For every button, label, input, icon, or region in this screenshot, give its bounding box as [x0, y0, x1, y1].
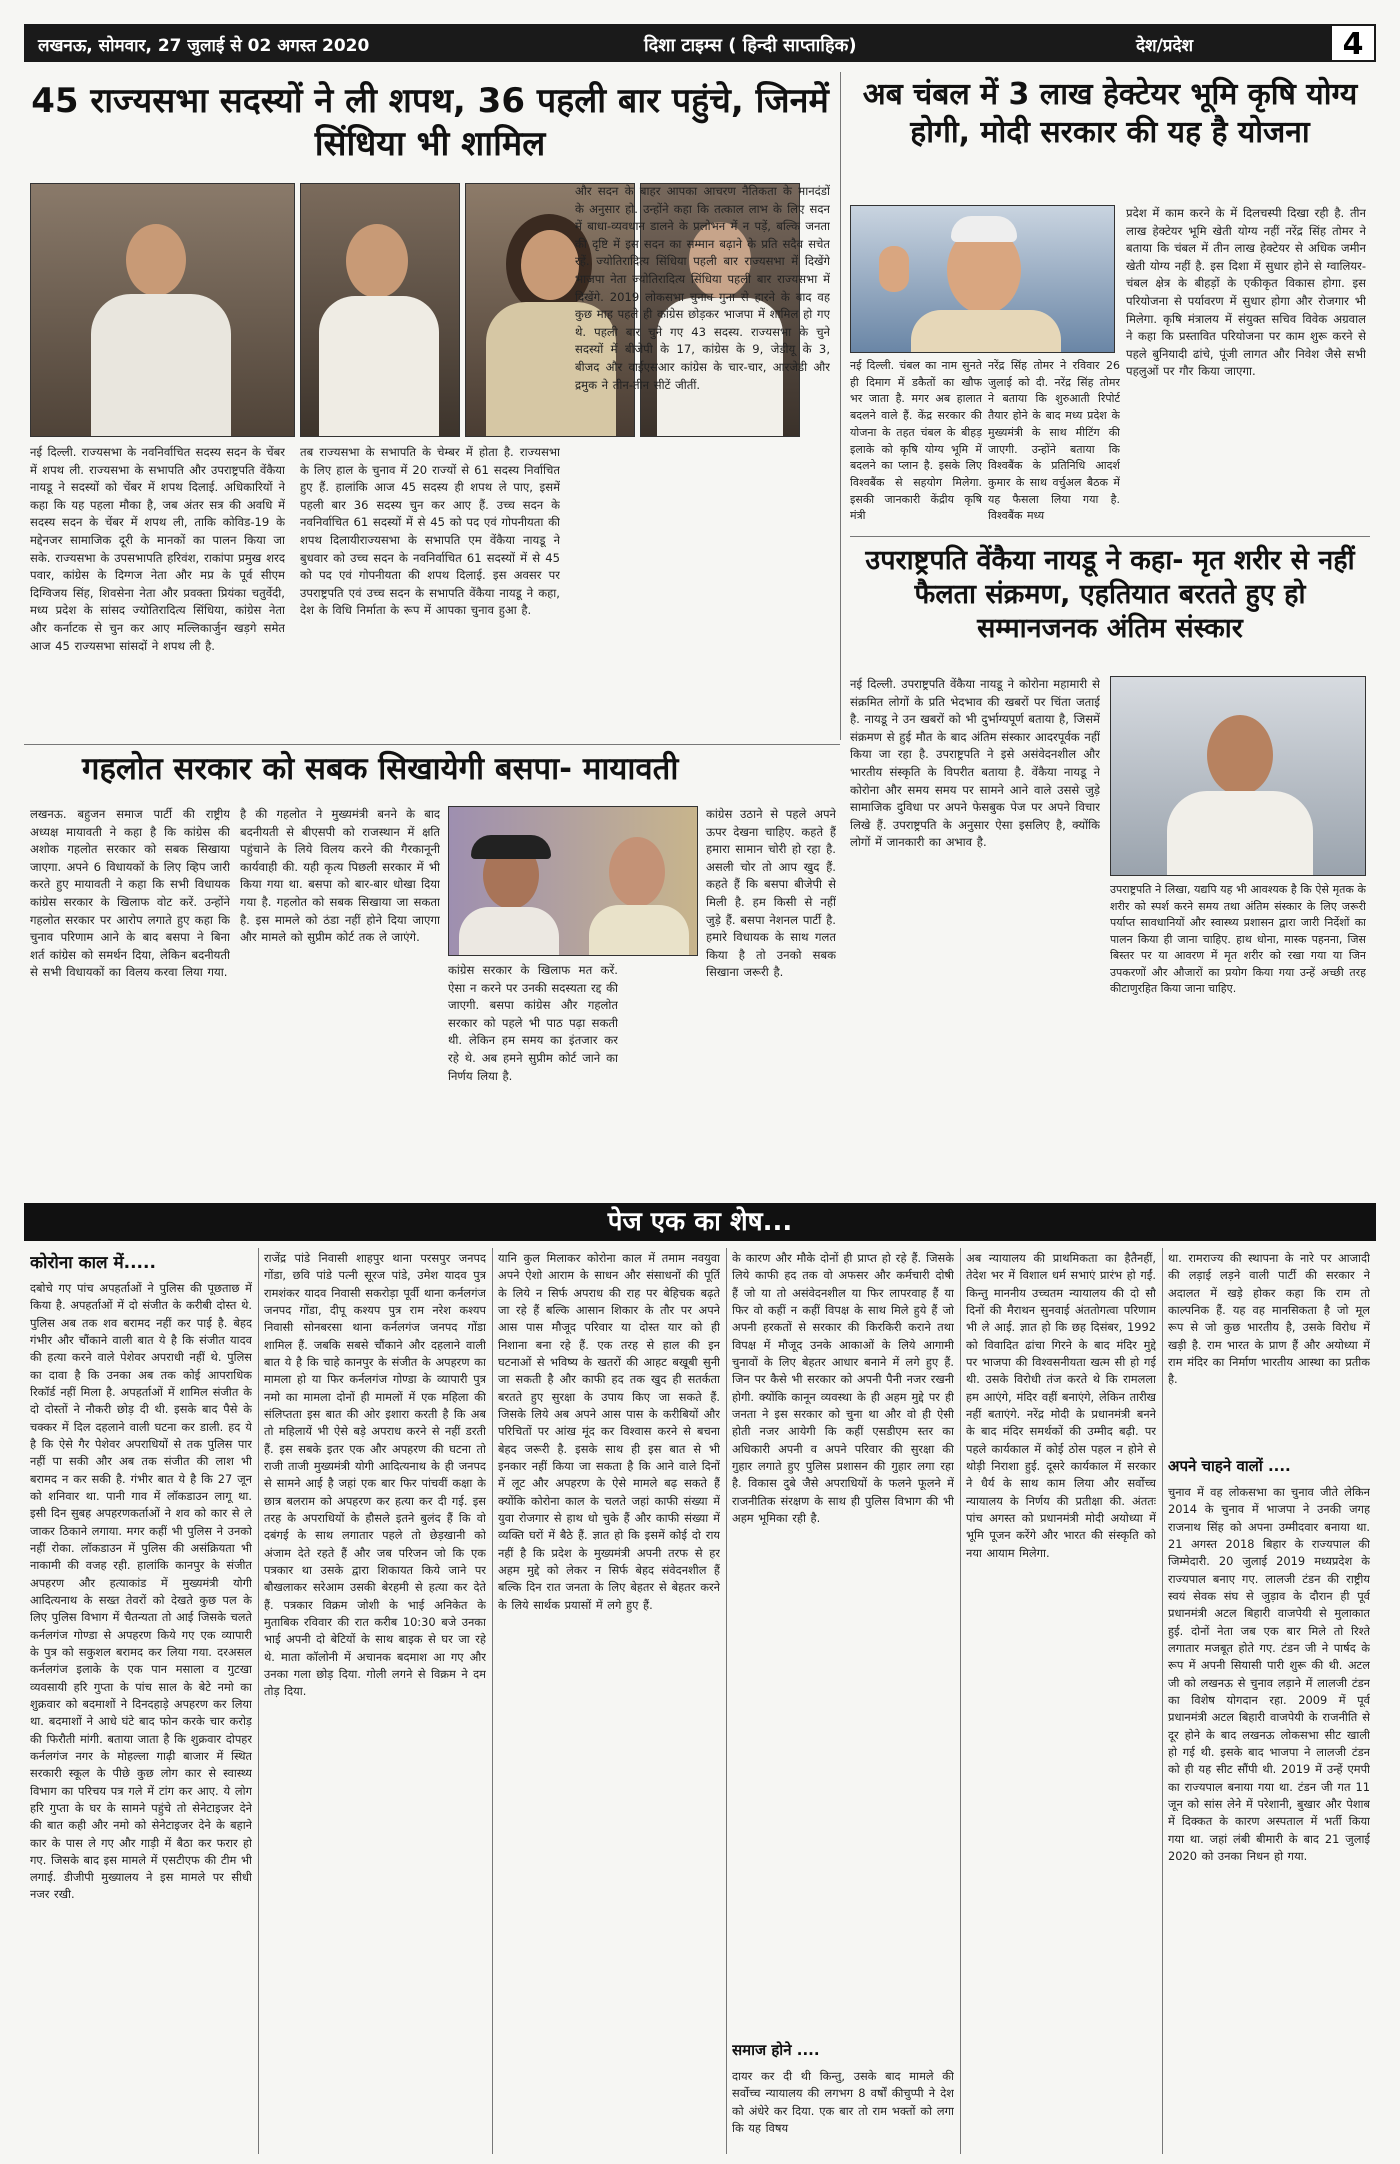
apne-subhead: अपने चाहने वालों .... — [1168, 1457, 1291, 1475]
chambal-headline: अब चंबल में 3 लाख हेक्टेयर भूमि कृषि योग्य होगी, मोदी सरकार की यह है योजना — [862, 77, 1358, 150]
samaj-col: दायर कर दी थी किन्तु, उसके बाद मामले की सर्वोच्च न्यायालय की लगभग 8 वर्षों कीचुप्पी ने देश को अंधेरे कर दिया. एक बार तो राम भक्तों को लगा कि यह विषय — [732, 2069, 954, 2135]
dateline: लखनऊ, सोमवार, 27 जुलाई से 02 अगस्त 2020 — [38, 36, 370, 56]
continued-col-3: यानि कुल मिलाकर कोरोना काल में तमाम नवयुवा अपने ऐशो आराम के साधन और संसाधनों की पूर्ति के लिये न सिर्फ अपराध की राह पर बेहिचक बढ़ते जा रहे हैं बल्कि आसान शिकार के तौर पर अपने आस पास मौजूद परिवार या दोस्त यार को ही निशाना बना रहे हैं. एक तरह से हाल की इन घटनाओं से भविष्य के खतरों की आहट बखूबी सुनी जा सकती है और काफी हद तक खुद ही सतर्कता बरतते हुए सुरक्षा के उपाय किए जा सकते हैं. जिसके लिये अब अपने आस पास के करीबियों और परिचितों पर आंख मूंद कर विश्वास करने से बचना बेहद जरूरी है. इसके साथ ही इस बात से भी इनकार नहीं किया जा सकता है कि आने वाले दिनों में लूट और अपहरण के ऐसे मामले बढ़ सकते हैं क्योंकि कोरोना काल के चलते जहां काफी संख्या में युवा रोजगार से हाथ धो चुके हैं और काफी संख्या में व्यक्ति घरों में बैठे हैं. ज्ञात हो कि इसमें कोई दो राय नहीं है कि प्रदेश के मुख्यमंत्री अपनी तरफ से हर अहम मुद्दे को लेकर न सिर्फ बेहद संवेदनशील हैं बल्कि दिन रात जनता के लिए बेहतर से बेहतर करने के लिये सार्थक प्रयासों में लगे हुए हैं. — [498, 1251, 720, 1612]
samaj-subhead: समाज होने .... — [732, 2041, 820, 2059]
naidu-headline: उपराष्ट्रपति वेंकैया नायडू ने कहा- मृत शरीर से नहीं फैलता संक्रमण, एहतियात बरतते हुए हो सम्मानजनक अंतिम संस्कार — [865, 545, 1355, 644]
apne-col: चुनाव में वह लोकसभा का चुनाव जीते लेकिन 2014 के चुनाव में भाजपा ने उनकी जगह राजनाथ सिंह को अपना उम्मीदवार बनाया था. 21 अगस्त 2018 बिहार के राज्यपाल की जिम्मेदारी. 20 जुलाई 2019 मध्यप्रदेश के राज्यपाल बनाए गए. लालजी टंडन की राष्ट्रीय स्वयं सेवक संघ से जुड़ाव के दौरान ही पूर्व प्रधानमंत्री अटल बिहारी वाजपेयी से मुलाकात हुई. दोनों नेता जब एक बार मिले तो रिश्ते लगातार मजबूत होते गए. टंडन जी ने पार्षद के रूप में अपनी सियासी पारी शुरू की थी. अटल जी को लखनऊ से चुनाव लड़ाने में लालजी टंडन का विशेष योगदान रहा. 2009 में पूर्व प्रधानमंत्री अटल बिहारी वाजपेयी के राजनीति से दूर होने के बाद लखनऊ लोकसभा सीट खाली हो गई थी. इसके बाद भाजपा ने लालजी टंडन को ही यह सीट सौंपी थी. 2019 में उन्हें एमपी का राज्यपाल बनाया गया था. टंडन जी गत 11 जून को सांस लेने में परेशानी, बुखार और पेशाब में दिक्कत के कारण अस्पताल में भर्ती किया गया था. जहां लंबी बीमारी के बाद 21 जुलाई 2020 को उनका निधन हो गया. — [1168, 1485, 1370, 1863]
continued-col-6: था. रामराज्य की स्थापना के नारे पर आजादी की लड़ाई लड़ने वाली पार्टी की सरकार ने अदालत में खड़े होकर कहा कि राम तो काल्पनिक हैं. यह वह मानसिकता है जो मूल रूप से जो कुछ भारतीय है, उसके विरोध में खड़ी है. राम भारत के प्राण हैं और अयोध्या में राम मंदिर का निर्माण भारतीय आस्था का प्रतीक है. — [1168, 1251, 1370, 1387]
column-rule — [840, 72, 841, 740]
chambal-col-2: नरेंद्र सिंह तोमर ने रविवार 26 जुलाई को दी. नरेंद्र सिंह तोमर ने बताया कि शुरुआती रिपोर्ट तैयार होने के बाद मध्य प्रदेश के मुख्यमंत्री के साथ मीटिंग की जाएगी. उन्होंने बताया कि विश्वबैंक के प्रतिनिधि आदर्श कुमार के साथ वर्चुअल बैठक में यह फैसला लिया गया है. विश्वबैंक मध्य — [988, 359, 1120, 523]
continued-col-4: के कारण और मौके दोनों ही प्राप्त हो रहे हैं. जिसके लिये काफी हद तक वो अफसर और कर्मचारी दोषी हैं जो या तो असंवेदनशील या फिर लापरवाह हैं या फिर वो कहीं न कहीं विपक्ष के साथ मिले हुये हैं जो अपनी हरकतों से सरकार की किरकिरी कराने तथा विपक्ष में मौजूद उनके आकाओं के लिये आगामी चुनावों के लिए बेहतर आधार बनाने में लगे हुए हैं. जिन पर कैसे भी सरकार को अपनी पैनी नजर रखनी होगी. क्योंकि कानून व्यवस्था के ही अहम मुद्दे पर ही जनता ने इस सरकार को चुना था और वो ही ऐसी होती नजर आयेगी कि कहीं एसडीएम स्तर का अधिकारी अपनी व अपने परिवार की सुरक्षा की गुहार लगाते हुए पुलिस प्रशासन की गुहार लगा रहा है. विकास दुबे जैसे अपराधियों के फलने फूलने में राजनीतिक संरक्षण के साथ ही पुलिस विभाग की भी अहम भूमिका रही है. — [732, 1251, 954, 1525]
mayawati-headline: गहलोत सरकार को सबक सिखायेगी बसपा- मायावती — [82, 751, 679, 787]
photo-naidu — [1110, 676, 1366, 876]
column-rule — [492, 1248, 493, 2154]
page-header — [24, 24, 1376, 62]
page-number: 4 — [1330, 24, 1376, 62]
corona-subhead: कोरोना काल में..... — [30, 1253, 156, 1273]
photo-digvijay — [300, 183, 460, 437]
masthead: दिशा टाइम्स ( हिन्दी साप्ताहिक) — [644, 35, 857, 56]
mayawati-col-4: कांग्रेस उठाने से पहले अपने ऊपर देखना चाहिए. कहते हैं हमारा सामान चोरी हो रहा है. असली चोर तो आप खुद हैं. कहते हैं कि बसपा बीजेपी से मिली है. हम किसी से नहीं जुड़े हैं. बसपा नेशनल पार्टी है. हमारे विधायक के साथ गलत किया है तो उनको सबक सिखाना जरूरी है. — [706, 807, 836, 980]
rajyasabha-col-3: और सदन के बाहर आपका आचरण नैतिकता के मानदंडों के अनुसार हो. उन्होंने कहा कि तत्काल लाभ के लिए सदन में बाधा-व्यवधान डालने के प्रलोभन में न पड़ें, बल्कि जनता की दृष्टि में इस सदन का सम्मान बढ़ाने के प्रति सदैव सचेत रहें. ज्योतिरादित्य सिंधिया पहली बार राज्यसभा में दिखेंगे भाजपा नेता ज्योतिरादित्य सिंधिया पहली बार राज्यसभा में दिखेंगे. 2019 लोकसभा चुनाव गुना से हारने के बाद वह कुछ माह पहले ही कांग्रेस छोड़कर भाजपा में शामिल हो गए थे. पहली बार चुने गए 43 सदस्य. राज्यसभा के चुने सदस्यों में बीजेपी के 17, कांग्रेस के 9, जेडीयू के 3, बीजद और वाईएसआर कांग्रेस के चार-चार, आरजेडी और द्रमुक ने तीन-तीन सीटें जीतीं. — [575, 184, 830, 392]
naidu-caption: उपराष्ट्रपति ने लिखा, यद्यपि यह भी आवश्यक है कि ऐसे मृतक के शरीर को स्पर्श करने समय तथा अंतिम संस्कार के लिए जरूरी पर्याप्त सावधानियों और स्वास्थ्य प्रशासन द्वारा जारी निर्देशों का पालन किया ही जाना चाहिए. हाथ धोना, मास्क पहनना, जिस बिस्तर पर या आवरण में मृत शरीर को रखा गया या जिन उपकरणों और औजारों का प्रयोग किया गया उन्हें अच्छी तरह कीटाणुरहित किया जाना चाहिए. — [1110, 883, 1366, 995]
column-rule — [1162, 1248, 1163, 2154]
divider — [24, 744, 840, 745]
chambal-side-col: प्रदेश में काम करने के में दिलचस्पी दिखा रही है. तीन लाख हेक्टेयर भूमि खेती योग्य नहीं नरेंद्र सिंह तोमर ने बताया कि चंबल में तीन लाख हेक्टेयर से अधिक जमीन खेती योग्य नहीं है. इस दिशा में सुधार होने से ग्वालियर-चंबल क्षेत्र के बीहड़ों के एकीकृत विकास होगा. इस परियोजना से पर्यावरण में सुधार होगा और रोजगार भी मिलेगा. कृषि मंत्रालय में संयुक्त सचिव विवेक अग्रवाल ने कहा कि प्रस्तावित परियोजना पर काम शुरू करने से पहले बुनियादी ढांचे, पूंजी लागत और निवेश जैसे सभी पहलुओं पर गौर किया जाएगा. — [1126, 206, 1366, 379]
divider — [850, 536, 1370, 537]
chambal-col-1: नई दिल्ली. चंबल का नाम सुनते ही दिमाग में डकैतों का खौफ भर जाता है. मगर अब हालात बदलने वाले हैं. केंद्र सरकार की योजना के तहत चंबल के बीहड़ इलाके को कृषि योग्य भूमि में बदलने का प्लान है. इसके लिए विश्वबैंक से सहयोग मिलेगा. इसकी जानकारी केंद्रीय कृषि मंत्री — [850, 359, 982, 523]
photo-modi — [850, 205, 1115, 353]
column-rule — [726, 1248, 727, 2154]
rajyasabha-headline: 45 राज्यसभा सदस्यों ने ली शपथ, 36 पहली बार पहुंचे, जिनमें सिंधिया भी शामिल — [31, 81, 829, 164]
corona-col: दबोचे गए पांच अपहर्ताओं ने पुलिस की पूछताछ में किया है. अपहर्ताओं में दो संजीत के करीबी दोस्त थे. पुलिस अब तक शव बरामद नहीं कर पाई है. बेहद गंभीर और चौंकाने वाली बात ये है कि संजीत यादव की हत्या करने वाले पेशेवर अपराधी नहीं थे. पुलिस का दावा है कि उनका अब तक कोई आपराधिक रिकॉर्ड नहीं मिला है. अपहर्ताओं में शामिल संजीत के दो दोस्तों ने नौकरी छोड़ दी थी. इसके बाद पैसे के चक्कर में दिल दहलाने वाली घटना कर डाली. हद ये है कि ऐसे गैर पेशेवर अपराधियों से तक पुलिस पार नहीं पा सकी और अब तक संजीत की लाश भी बरामद न कर सकी है. गंभीर बात ये है कि 27 जून को शनिवार था. पानी गाव में लॉकडाउन लागू था. इसी दिन सुबह अपहरणकर्ताओं ने शव को कार से ले जाकर ठिकाने लगाया. मगर कहीं भी पुलिस ने उनको नहीं रोका. लॉकडाउन में पुलिस की असंक्रियता भी नाकामी की वजह रही. हालांकि कानपुर के संजीत अपहरण और हत्याकांड में मुख्यमंत्री योगी आदित्यनाथ के सख्त तेवरों को देखते कुछ पल के लिए पुलिस विभाग में चैतन्यता तो आई जिसके चलते कर्नलगंज गोण्डा से अपहरण किये गए एक व्यापारी के पुत्र को सकुशल बरामद कर लिया गया. दरअसल कर्नलगंज इलाके के एक पान मसाला व गुटखा व्यवसायी हरि गुप्ता के पांच साल के बेटे नमो का शुक्रवार को बदमाशों ने दिनदहाड़े अपहरण कर लिया था. बदमाशों ने आधे घंटे बाद फोन करके चार करोड़ की फिरौती मांगी. बताया जाता है कि शुक्रवार दोपहर कर्नलगंज नगर के मोहल्ला गाढ़ी बाजार में स्थित सरकारी स्कूल के पीछे कुछ लोग कार से स्वास्थ्य विभाग का परिचय पत्र गले में टांग कर आए. ये लोग हरि गुप्ता के घर के सामने पहुंचे तो सेनेटाइजर देने की बात कही और नमो को सेनेटाइजर देने के बहाने कार के पास ले गए और गाड़ी में बैठा कर फरार हो गए. जिसके बाद इस मामले में एसटीएफ की टीम भी लगाई. डीजीपी मुख्यालय ने इस मामले पर सीधी नजर रखी. — [30, 1281, 252, 1902]
mayawati-col-2: है की गहलोत ने मुख्यमंत्री बनने के बाद बदनीयती से बीएसपी को राजस्थान में क्षति पहुंचाने के लिये विलय करने की गैरकानूनी कार्यवाही की. यही कृत्य पिछली सरकार में भी किया गया था. बसपा को बार-बार धोखा दिया गया है. गहलोत को सबक सिखाया जा सकता है. इस मामले को ठंडा नहीं होने दिया जाएगा और मामले को सुप्रीम कोर्ट तक ले जाएंगे. — [240, 807, 440, 945]
section-name: देश/प्रदेश — [1136, 36, 1194, 56]
column-rule — [960, 1248, 961, 2154]
photo-scindia — [30, 183, 295, 437]
mayawati-col-3: कांग्रेस सरकार के खिलाफ मत करें. ऐसा न करने पर उनकी सदस्यता रद्द की जाएगी. बसपा कांग्रेस और गहलोत सरकार को पहले भी पाठ पढ़ा सकती थी. लेकिन हम समय का इंतजार कर रहे थे. अब हमने सुप्रीम कोर्ट जाने का निर्णय लिया है. — [448, 963, 618, 1083]
rajyasabha-col-1: नई दिल्ली. राज्यसभा के नवनिर्वाचित सदस्य सदन के चेंबर में शपथ ली. राज्यसभा के सभापति और उपराष्ट्रपति वेंकैया नायडू ने सदस्यों को चेंबर में शपथ दिलाई. अधिकारियों ने कहा कि यह पहला मौका है, जब अंतर सत्र की अवधि में सदस्य सदन के चेंबर में शपथ ली, ताकि कोविड-19 के मद्देनजर सामाजिक दूरी के मानकों का पालन किया जा सके. राज्यसभा के उपसभापति हरिवंश, राकांपा प्रमुख शरद पवार, कांग्रेस के दिग्गज नेता और मप्र के पूर्व सीएम दिग्विजय सिंह, शिवसेना नेता और प्रवक्ता प्रियंका चतुर्वेदी, मध्य प्रदेश के सांसद ज्योतिरादित्य सिंधिया, कांग्रेस नेता और कर्नाटक से चुन कर आए मल्लिकार्जुन खड़गे समेत आज 45 राज्यसभा सांसदों ने शपथ ली है. — [30, 445, 285, 653]
photo-mayawati-gehlot — [448, 806, 698, 956]
rajyasabha-col-2: तब राज्यसभा के सभापति के चेम्बर में होता है. राज्यसभा के लिए हाल के चुनाव में 20 राज्यों से 61 सदस्य निर्वाचित हुए हैं. हालांकि आज 45 सदस्य ही शपथ ले पाए, इसमें पहली बार 36 सदस्य चुन कर आए हैं. उच्च सदन के नवनिर्वाचित 61 सदस्यों में से 45 को पद एवं गोपनीयता की शपथ दिलायीराज्यसभा के सभापति एम वेंकैया नायडू ने बुधवार को उच्च सदन के नवनिर्वाचित 61 सदस्यों में से 45 को पद एवं गोपनीयता की शपथ दिलाई. इस अवसर पर उपराष्ट्रपति एवं उच्च सदन के सभापति वेंकैया नायडू ने कहा, देश के विधि निर्माता के रूप में आपका चुनाव हुआ है. — [300, 445, 560, 618]
mayawati-col-1: लखनऊ. बहुजन समाज पार्टी की राष्ट्रीय अध्यक्ष मायावती ने कहा है कि कांग्रेस की अशोक गहलोत सरकार को सबक सिखाया जाएगा. अपने 6 विधायकों के लिए व्हिप जारी करते हुए मायावती ने कहा कि सभी विधायक कांग्रेस सरकार के खिलाफ वोट करें. उन्होंने गहलोत सरकार पर आरोप लगाते हुए कहा कि चुनाव परिणाम आने के बाद बसपा ने बिना शर्त कांग्रेस को समर्थन दिया, लेकिन बदनीयती से सभी विधायकों का विलय करवा लिया गया. — [30, 807, 230, 980]
naidu-col-1: नई दिल्ली. उपराष्ट्रपति वेंकैया नायडू ने कोरोना महामारी से संक्रमित लोगों के प्रति भेदभाव की खबरों पर चिंता जताई है. नायडू ने उन खबरों को भी दुर्भाग्यपूर्ण बताया है, जिसमें संक्रमण से हुई मौत के बाद अंतिम संस्कार आदरपूर्वक नहीं किया जा रहा है. उपराष्ट्रपति ने इसे असंवेदनशील और भारतीय संस्कृति के विपरीत बताया है. वेंकैया नायडू ने कोरोना और समय समय पर सामने आने वाले उससे जुड़े सामाजिक दुविधा पर अपने फेसबुक पेज पर अपने विचार लिखे हैं. उपराष्ट्रपति के अनुसार ऐसा इसलिए है, क्योंकि लोगों में जानकारी का अभाव है. — [850, 677, 1100, 850]
continued-col-2: राजेंद्र पांडे निवासी शाहपुर थाना परसपुर जनपद गोंडा, छवि पांडे पत्नी सूरज पांडे, उमेश यादव पुत्र रामशंकर यादव निवासी सकरोड़ा पूर्वी थाना कर्नलगंज जनपद गोंडा, दीपू कश्यप पुत्र राम नरेश कश्यप निवासी सोनबरसा थाना कर्नलगंज जनपद गोंडा शामिल हैं. जबकि सबसे चौंकाने और दहलाने वाली बात ये है कि चाहे कानपुर के संजीत के अपहरण का मामला हो या फिर कर्नलगंज गोण्डा के व्यापारी पुत्र नमो का मामला दोनों ही मामलों में एक महिला की संलिप्तता इस बात की ओर इशारा करती है कि अब तो महिलायें भी ऐसे बड़े अपराध करने से नहीं डरती हैं. इस सबके इतर एक और अपहरण की घटना तो राजी ताजी मुख्यमंत्री योगी आदित्यनाथ के ही जनपद से सामने आई है जहां एक बार फिर पांचवीं कक्षा के छात्र बलराम को अपहरण कर हत्या कर दी गई. इस तरह के अपराधियों के हौसले इतने बुलंद हैं कि वो दबंगई के साथ लगातार पहले तो छेड़खानी को अंजाम देते रहते हैं और जब परिजन जो कि एक पत्रकार था उसके द्वारा शिकायत किये जाने पर बौखलाकर सरेआम उसकी बेरहमी से हत्या कर देते हैं. पत्रकार विक्रम जोशी के भाई अनिकेत के मुताबिक रविवार की रात करीब 10:30 बजे उनका भाई अपनी दो बेटियों के साथ बाइक से घर जा रहे थे. माता कॉलोनी में अचानक बदमाश आ गए और उनका गला छोड़ दिया. गोली लगने से विक्रम ने दम तोड़ दिया. — [264, 1251, 486, 1699]
continued-col-5: अब न्यायालय की प्राथमिकता का हैतैनहीं, तेदेश भर में विशाल धर्म सभाएं प्रारंभ हो गईं. किन्तु माननीय उच्चतम न्यायालय की दो सौ दिनों की मैराथन सुनवाई अंततोगत्वा परिणाम भी ले आई. ज्ञात हो कि छह दिसंबर, 1992 को विवादित ढांचा गिरने के बाद मंदिर मुद्दे पर भाजपा की विश्वसनीयता खत्म सी हो गई थी. उसके विरोधी तंज करते थे कि रामलला हम आएंगे, मंदिर वहीं बनाएंगे, लेकिन तारीख नहीं बताएंगे. नरेंद्र मोदी के प्रधानमंत्री बनने के बाद मंदिर समर्थकों की उम्मीद बढ़ी. पर पहले कार्यकाल में कोई ठोस पहल न होने से थोड़ी निराशा हुई. दूसरे कार्यकाल में सरकार ने धैर्य के साथ काम लिया और सर्वोच्च न्यायालय के निर्णय की प्रतीक्षा की. अंततः पांच अगस्त को प्रधानमंत्री मोदी अयोध्या में भूमि पूजन करेंगे और भारत की संस्कृति को नया आयाम मिलेगा. — [966, 1251, 1156, 1560]
column-rule — [258, 1248, 259, 2154]
continued-band: पेज एक का शेष... — [24, 1203, 1376, 1241]
